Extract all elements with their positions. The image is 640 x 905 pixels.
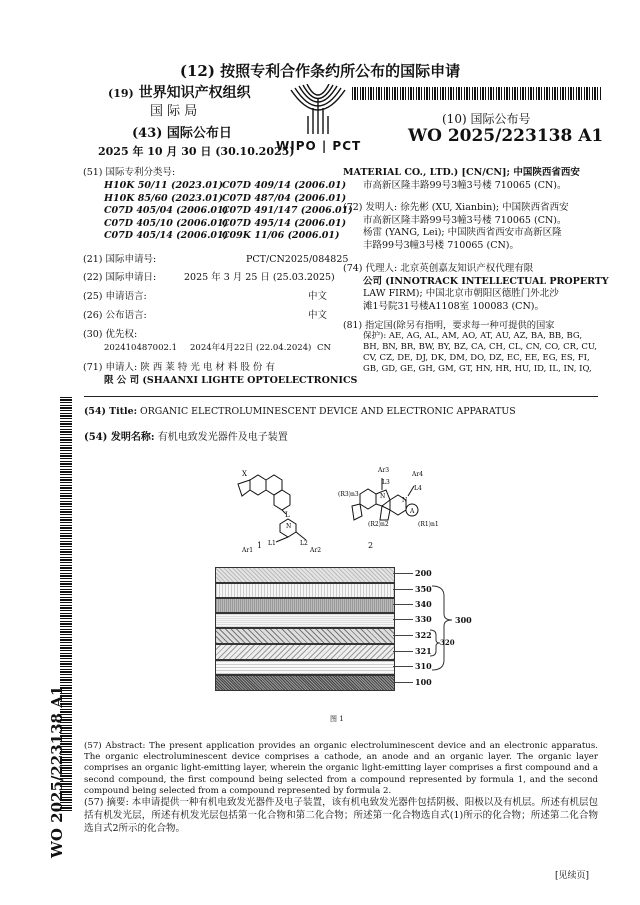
- chem2-l4: L4: [414, 485, 422, 492]
- applicant-continued: MATERIAL CO., LTD.) [CN/CN]; 中国陕西省西安 市高新区隆丰路99号3幢3号楼 710065 (CN)。: [343, 167, 580, 191]
- leader-line: [393, 635, 413, 636]
- leader-line: [393, 619, 413, 620]
- field-25-label: (25) 申请语言:: [83, 291, 147, 302]
- chem2-l3: L3: [382, 479, 390, 486]
- leader-line: [393, 651, 413, 652]
- layer-200: [215, 567, 395, 583]
- layer-340: [215, 598, 395, 613]
- applicant-line-1: (71) 申请人: 陕 西 莱 特 光 电 材 料 股 份 有: [83, 362, 275, 373]
- layer-100: [215, 675, 395, 691]
- agent: (74) 代理人: 北京英创嘉友知识产权代理有限 公司 (INNOTRACK INTELLECTUAL PROPERTY LAW FIRM); 中国北京市朝阳区德胜门外北沙 滩1号院31号楼A1108室 100083 (CN)。: [343, 263, 609, 312]
- chem2-r3: (R3)n3: [338, 491, 359, 498]
- layer-310: [215, 660, 395, 675]
- field-21-label: (21) 国际申请号:: [83, 254, 157, 265]
- designated-states: (81) 指定国(除另有指明，要求每一种可提供的国家 保护): AE, AG, AL, AM, AO, AT, AU, AZ, BA, BB, BG, BH, BN, BR, BW, BY, BZ, CA, CH, CL, CN, CO, CR, CU, CV, CZ, DE, DJ, DK, DM, DO, DZ, EC, EE, EG, ES, FI, GB, GD, GE, GH, GM, GT, HN, HR, HU, ID, IL, IN, IQ,: [343, 320, 597, 374]
- layer-label-100: 100: [415, 677, 432, 687]
- priority-country: CN: [317, 343, 331, 353]
- pub-date-label: (43) 国际公布日: [132, 126, 232, 141]
- chem1-l2: L2: [300, 540, 308, 547]
- applicant-line-2: 限 公 司 (SHAANXI LIGHTE OPTOELECTRONICS: [104, 375, 358, 386]
- layer-group-braces: [430, 584, 490, 674]
- class-row: C07D 405/04 (2006.01)C07D 491/147 (2006.01): [104, 205, 353, 216]
- compound-2-label: 2: [368, 541, 374, 550]
- layer-label-322: 322: [415, 630, 432, 640]
- chem2-ar3: Ar3: [378, 467, 390, 474]
- classification-codes: [104, 180, 353, 243]
- layer-322: [215, 628, 395, 644]
- field-21-value: PCT/CN2025/084825: [246, 254, 349, 265]
- leader-line: [393, 666, 413, 667]
- wipo-logo-icon: [283, 84, 353, 136]
- layer-label-321: 321: [415, 646, 432, 656]
- layer-label-200: 200: [415, 568, 432, 578]
- layer-label-330: 330: [415, 614, 432, 624]
- pub-date-value: 2025 年 10 月 30 日 (30.10.2025): [98, 145, 295, 158]
- leader-line: [393, 589, 413, 590]
- group-label-300: 300: [455, 615, 472, 625]
- logo-text: WIPO | PCT: [276, 139, 362, 153]
- figure-caption: 图 1: [330, 715, 344, 723]
- layer-321: [215, 644, 395, 660]
- chem1-ar2: Ar2: [310, 547, 322, 554]
- chem2-n1: N: [380, 493, 386, 500]
- leader-line: [393, 682, 413, 683]
- title-en: (54) Title: ORGANIC ELECTROLUMINESCENT DEVICE AND ELECTRONIC APPARATUS: [84, 406, 516, 417]
- field-30-label: (30) 优先权:: [83, 329, 138, 340]
- priority-date: 2024年4月22日 (22.04.2024): [190, 343, 312, 353]
- org-name: 世界知识产权组织: [138, 85, 251, 101]
- class-row: C07D 405/10 (2006.01)C07D 495/14 (2006.01): [104, 217, 347, 229]
- priority-number: 202410487002.1: [104, 343, 178, 353]
- chem2-r2: (R2)n2: [368, 521, 389, 528]
- layer-label-310: 310: [415, 661, 432, 671]
- field-25-value: 中文: [308, 291, 328, 302]
- leader-line: [393, 604, 413, 605]
- compound-2-structure: [338, 460, 450, 542]
- title-cn: (54) 发明名称: 有机电致发光器件及电子装置: [84, 432, 288, 443]
- field-22-label: (22) 国际申请日:: [83, 272, 157, 283]
- chem1-l: L: [285, 511, 290, 519]
- chem1-n: N: [286, 523, 292, 530]
- leader-line: [393, 573, 413, 574]
- layer-label-350: 350: [415, 584, 432, 594]
- layer-350: [215, 583, 395, 598]
- pub-number: WO 2025/223138 A1: [408, 126, 604, 146]
- compound-1-structure: [228, 462, 328, 554]
- chem2-a: A: [410, 508, 415, 515]
- page-title: (12) 按照专利合作条约所公布的国际申请: [179, 62, 461, 80]
- class-row: H10K 85/60 (2023.01)C07D 487/04 (2006.01): [104, 192, 347, 204]
- group-label-320: 320: [440, 638, 455, 647]
- field-26-value: 中文: [308, 310, 328, 321]
- chem1-ar1: Ar1: [242, 547, 254, 554]
- classification-label: (51) 国际专利分类号:: [83, 167, 176, 178]
- chem1-l1: L1: [268, 540, 276, 547]
- class-row: C07D 405/14 (2006.01)C09K 11/06 (2006.01): [104, 230, 340, 241]
- layer-label-340: 340: [415, 599, 432, 609]
- chem2-n2: N: [402, 497, 408, 504]
- chem1-x: X: [242, 470, 247, 478]
- layer-330: [215, 613, 395, 628]
- section-divider: [84, 396, 598, 397]
- side-pub-number: WO 2025/223138 A1: [48, 685, 66, 858]
- continued-note: [见续页]: [555, 871, 590, 881]
- pub-number-label: (10) 国际公布号: [442, 112, 531, 126]
- org-code: (19): [108, 87, 134, 100]
- abstract-cn: (57) 摘要: 本申请提供一种有机电致发光器件及电子装置，该有机电致发光器件包括阴极、阳极以及有机层。所述有机层包括有机发光层，所述有机发光层包括第一化合物和第二化合物；所述第一化合物选自式(1)所示的化合物；所述第二化合物选自式2所示的化合物。: [84, 797, 598, 834]
- org-block: [108, 82, 251, 102]
- compound-1-label: 1: [257, 541, 263, 550]
- class-row: H10K 50/11 (2023.01)C07D 409/14 (2006.01): [104, 180, 347, 191]
- inventors: (72) 发明人: 徐先彬 (XU, Xianbin); 中国陕西省西安 市高新区隆丰路99号3幢3号楼 710065 (CN)。 杨雷 (YANG, Lei); 中国陕西省西安市高新区隆 丰路99号3幢3号楼 710065 (CN)。: [343, 202, 569, 251]
- field-26-label: (26) 公布语言:: [83, 310, 147, 321]
- chem2-ar4: Ar4: [412, 471, 424, 478]
- publication-barcode: [352, 87, 602, 100]
- field-22-value: 2025 年 3 月 25 日 (25.03.2025): [184, 272, 335, 283]
- abstract-en: (57) Abstract: The present application provides an organic electroluminescent device and an electronic apparatus. The organic electroluminescent device comprises a cathode, an anode and an organic layer. The organic layer comprises an organic light-emitting layer, wherein the organic light-emitting layer comprises a first compound and a second compound, the first compound being selected from a compound represented by formula 1, and the second compound being selected from a compound represented by formula 2.: [84, 741, 598, 796]
- chem2-r1: (R1)n1: [418, 521, 439, 528]
- org-bureau: 国 际 局: [150, 104, 198, 119]
